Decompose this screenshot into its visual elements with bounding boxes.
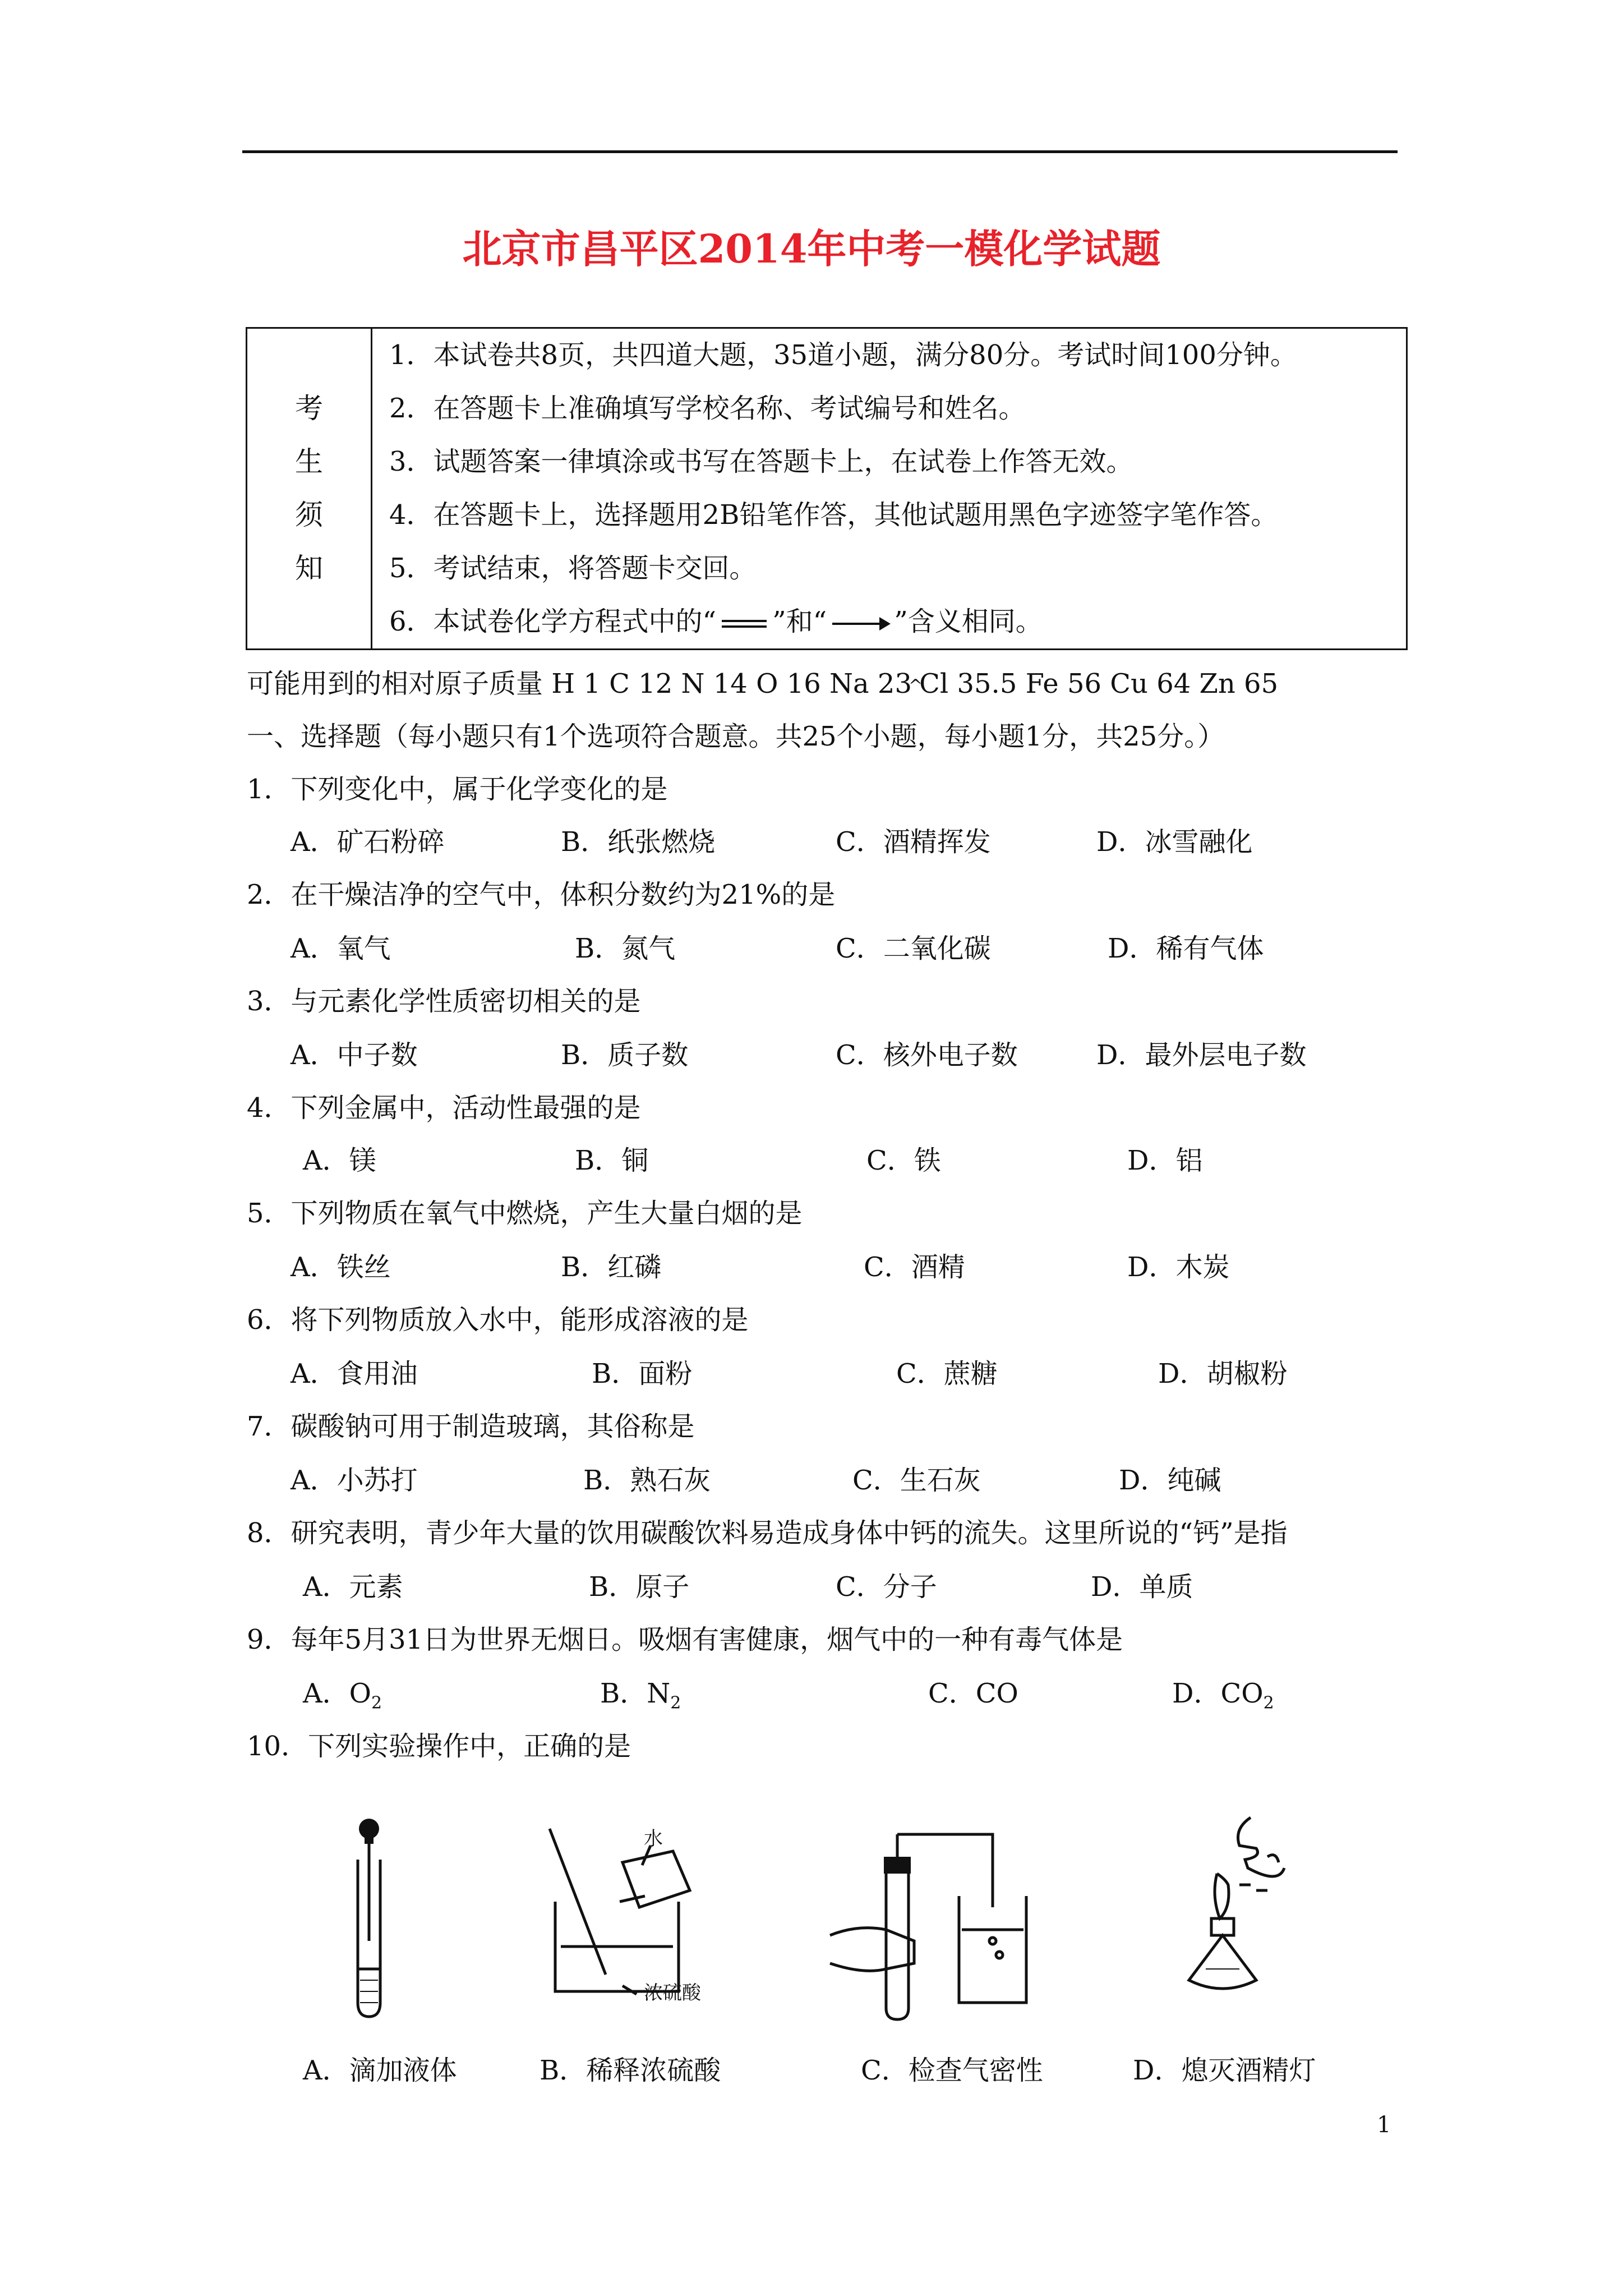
notice-item: 5．考试结束，将答题卡交回。 (389, 553, 757, 584)
dilution-figure (538, 1812, 740, 2014)
subscript: 2 (371, 1693, 382, 1713)
caret-mark: ^ (909, 676, 923, 696)
option-a (303, 1672, 382, 1713)
figure-caption: D．熄灭酒精灯 (1133, 2055, 1316, 2086)
notice-heading (247, 328, 372, 650)
option-text: D．CO (1172, 1678, 1264, 1709)
alcohol-lamp-figure (1178, 1806, 1346, 2019)
notice-item: 2．在答题卡上准确填写学校名称、考试编号和姓名。 (389, 393, 1026, 424)
question-stem: 5．下列物质在氧气中燃烧，产生大量白烟的是 (247, 1198, 803, 1229)
option: B．熟石灰 (583, 1465, 711, 1496)
question-stem: 4．下列金属中，活动性最强的是 (247, 1092, 641, 1124)
notice-item6-mid: ”和“ (772, 606, 827, 637)
option-d (1172, 1672, 1274, 1713)
hand (830, 1928, 914, 1971)
option: A．氧气 (291, 933, 391, 964)
notice-items (372, 328, 1407, 650)
glass-rod (550, 1829, 606, 1975)
notice-item: 3．试题答案一律填涂或书写在答题卡上，在试卷上作答无效。 (389, 446, 1133, 477)
option: D．单质 (1091, 1571, 1193, 1603)
notice-heading-char: 考 (295, 392, 323, 425)
section-header: 一、选择题（每小题只有1个选项符合题意。共25个小题，每小题1分，共25分。） (247, 721, 1225, 752)
arrow-symbol (832, 623, 888, 625)
subscript: 2 (1263, 1693, 1274, 1713)
question-stem: 3．与元素化学性质密切相关的是 (247, 986, 641, 1017)
subscript: 2 (670, 1693, 681, 1713)
notice-item6-prefix: 6．本试卷化学方程式中的“ (389, 606, 717, 637)
notice-table (246, 327, 1408, 650)
option-b (600, 1672, 681, 1713)
option: C．蔗糖 (896, 1358, 998, 1389)
option: C．生石灰 (852, 1465, 981, 1496)
figure-caption: C．检查气密性 (861, 2055, 1043, 2086)
option: A．矿石粉碎 (291, 826, 445, 858)
option: B．面粉 (592, 1358, 693, 1389)
option-text: B．N (600, 1678, 671, 1709)
option: D．纯碱 (1119, 1465, 1221, 1496)
option: A．镁 (303, 1145, 376, 1176)
water-beaker (959, 1896, 1026, 2003)
page-title: 北京市昌平区2014年中考一模化学试题 (462, 226, 1161, 272)
atomic-masses (247, 662, 1278, 701)
label-conc-acid: 浓硫酸 (644, 1982, 701, 2004)
option: B．红磷 (561, 1251, 662, 1283)
page-number: 1 (1377, 2112, 1391, 2138)
figure-caption: B．稀释浓硫酸 (540, 2055, 721, 2086)
option: B．氮气 (575, 933, 676, 964)
option: D．冰雪融化 (1096, 826, 1253, 858)
header-rule (242, 150, 1398, 153)
question-stem: 10．下列实验操作中，正确的是 (247, 1731, 631, 1762)
question-stem: 9．每年5月31日为世界无烟日。吸烟有害健康，烟气中的一种有毒气体是 (247, 1624, 1123, 1655)
option: D．铝 (1127, 1145, 1203, 1176)
figure-caption: A．滴加液体 (303, 2055, 457, 2086)
option: D．胡椒粉 (1158, 1358, 1288, 1389)
option: C．铁 (866, 1145, 941, 1176)
option: B．原子 (589, 1571, 690, 1603)
option: D．木炭 (1127, 1251, 1230, 1283)
option: D．稀有气体 (1108, 933, 1264, 964)
notice-heading-char: 生 (295, 445, 323, 478)
notice-item: 1．本试卷共8页，共四道大题，35道小题，满分80分。考试时间100分钟。 (389, 339, 1297, 371)
airtightness-figure (824, 1812, 1049, 2025)
option: B．纸张燃烧 (561, 826, 716, 858)
lamp-collar (1211, 1918, 1234, 1935)
option: A．食用油 (291, 1358, 418, 1389)
option-text: A．O (303, 1678, 372, 1709)
label-water: 水 (644, 1828, 663, 1850)
option: C．酒精 (864, 1251, 965, 1283)
notice-item: 4．在答题卡上，选择题用2B铅笔作答，其他试题用黑色字迹签字笔作答。 (389, 499, 1278, 531)
dropper-neck (365, 1837, 374, 1844)
dropper-bulb (359, 1819, 379, 1839)
equals-sign-symbol (722, 620, 767, 628)
notice-heading-char: 知 (295, 552, 323, 585)
lamp-body (1189, 1935, 1256, 1989)
question-stem: 7．碳酸钠可用于制造玻璃，其俗称是 (247, 1411, 695, 1442)
pour-stream (620, 1896, 645, 1902)
option: C．核外电子数 (836, 1039, 1018, 1071)
option: C．酒精挥发 (836, 826, 991, 858)
option: B．质子数 (561, 1039, 689, 1071)
option: C．二氧化碳 (836, 933, 991, 964)
breath (1239, 1885, 1267, 1890)
question-stem: 6．将下列物质放入水中，能形成溶液的是 (247, 1304, 749, 1336)
notice-item6-suffix: ”含义相同。 (894, 606, 1043, 637)
flame (1215, 1874, 1229, 1918)
option: A．铁丝 (291, 1251, 391, 1283)
option: B．铜 (575, 1145, 649, 1176)
question-stem: 2．在干燥洁净的空气中，体积分数约为21%的是 (247, 879, 836, 910)
question-stem: 1．下列变化中，属于化学变化的是 (247, 774, 668, 805)
option: A．小苏打 (291, 1465, 418, 1496)
question-stem: 8．研究表明，青少年大量的饮用碳酸饮料易造成身体中钙的流失。这里所说的“钙”是指 (247, 1517, 1288, 1549)
mouth (1267, 1855, 1279, 1862)
option: A．中子数 (291, 1039, 418, 1071)
bubble (996, 1952, 1003, 1958)
atomic-masses-part-a: 可能用到的相对原子质量 H 1 C 12 N 14 O 16 Na 23 (247, 668, 912, 700)
delivery-tube (897, 1834, 993, 1907)
notice-heading-char: 须 (295, 499, 323, 531)
option: D．最外层电子数 (1096, 1039, 1307, 1071)
bubble (989, 1938, 996, 1944)
option: C．分子 (836, 1571, 937, 1603)
option-c: C．CO (928, 1678, 1018, 1709)
face-profile (1238, 1818, 1285, 1876)
option: A．元素 (303, 1571, 403, 1603)
notice-item-6 (389, 595, 1406, 648)
atomic-masses-part-b: Cl 35.5 Fe 56 Cu 64 Zn 65 (919, 668, 1279, 700)
dropper-figure (336, 1812, 404, 2025)
stopper (884, 1857, 911, 1874)
